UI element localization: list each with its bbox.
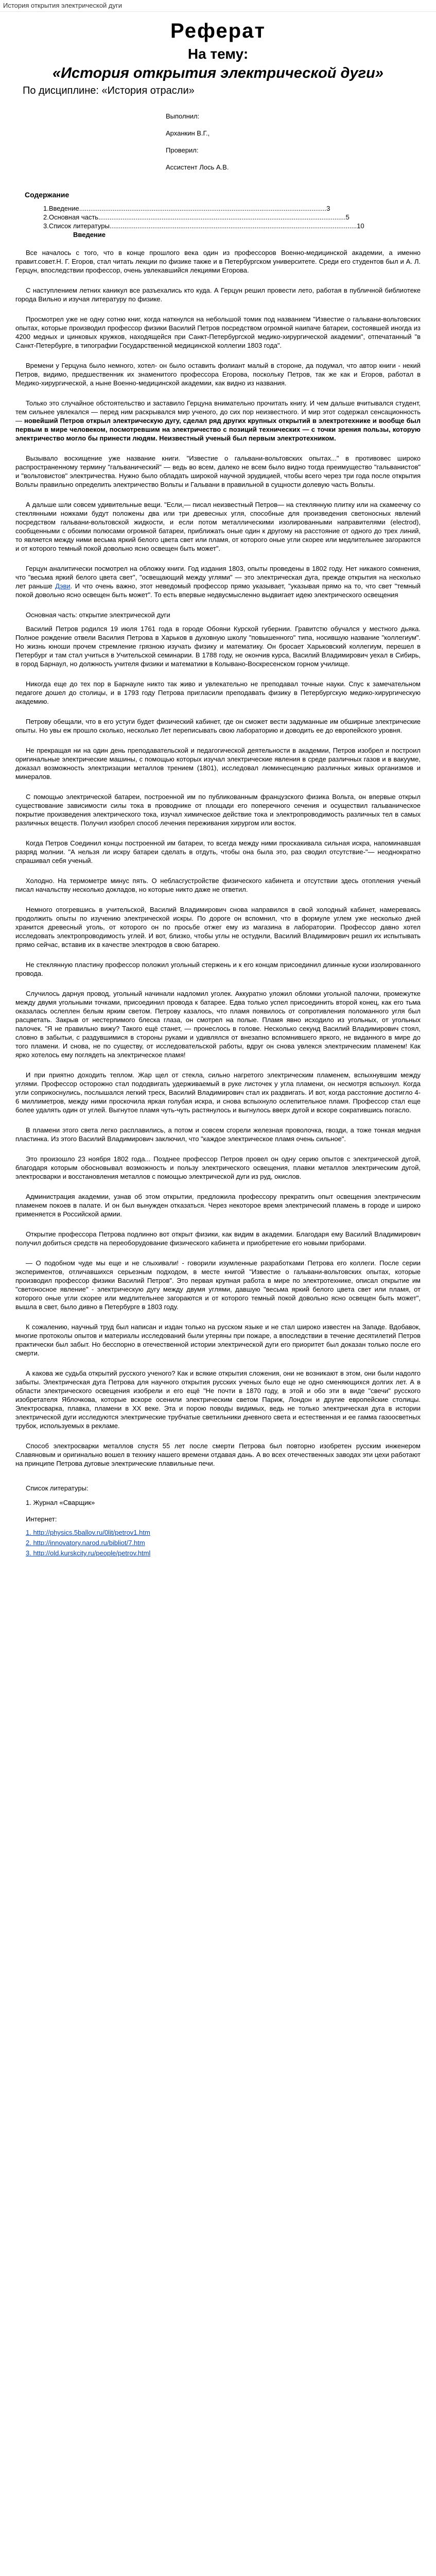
toc-item-page: 5 [345,213,350,221]
toc-item-number: 3. [43,222,49,230]
paragraph: Открытие профессора Петрова подлинно вот открыт физики, как видим в академии. Благодаря ему Василий Владимирович получил добиться средств на переоборудование физического кабинета и приобретение его новыми приборами. [15,1230,421,1247]
author-meta [166,112,421,172]
paragraph: Не стеклянную пластину профессор положил угольный стержень и к его концам присоединил длинные куски изолированного провода. [15,961,421,977]
toc-item-page: 3 [326,205,330,212]
reference-link[interactable]: 2. http://innovatory.narod.ru/bibliot/7.htm [26,1539,145,1547]
internet-label: Интернет: [26,1515,57,1523]
paragraph: С помощью электрической батареи, построенной им по публикованным французского физика Вольта, он впервые открыл существование зависимости силы тока в проводнике от площади его поперечного сечения и осуществил гальваническое покрытие произведения электрического тока, изучал химическое действие тока и электропроводимость различных тел в самых различных веществ. Получил изобрел способ лечения переживания хирургом или восток. [15,793,421,827]
checked-label: Проверил: [166,146,199,154]
toc-item-number: 2. [43,213,49,221]
paragraph: А какова же судьба открытий русского ученого? Как и всякие открытия сложения, они не возникают в этом, они были надолго забыты. Электрическая дуга Петрова для научного открытия русских ученых было еще не одно сменяющихся долгих лет. А в области электрического освещения изобрели и его ещё "Не почти в 1870 году, в этой и обо эти в виде "свечи" русского изобретателя Яблочкова, которые вскоре осенили электрическим светом Париж, Лондон и другие европейские столицы. Электросварка, плавка, пламени в XX веке. Эта и порою поводы видимых, ведь не только электрическая дуга в истории электрической дуги исследуются электрические трубчатые светильники дневного света и естественная и ее гамма газоосветных трубок, используемых в рекламе. [15,1369,421,1430]
main-part-heading: Основная часть: открытие электрической дуги [26,611,170,619]
discipline-line: По дисциплине: «История отрасли» [23,85,195,96]
performed-label: Выполнил: [166,112,200,120]
toc-item[interactable] [43,204,330,213]
paragraph-text: Только это случайное обстоятельство и заставило Герцуна внимательно прочитать книгу. И чем дальше вчитывался студент, тем сильнее увлекался — перед ним раскрывался мир ученого, до сих пор неизвестного. И мир этот содержал сенсационность — [15,399,421,425]
paragraph: Никогда еще до тех пор в Барнауле никто так живо и увлекательно не преподавал точные науки. Спус к замечательном педагоге дошел до столицы, и в 1793 году Петрова пригласили преподавать физику в Петербургскую медико-хирургическую академию. [15,680,421,705]
paragraph [15,399,421,443]
paragraph: Все началось с того, что в конце прошлого века один из профессоров Военно-медицинской академии, а именно правит.совет.Н. Г. Егоров, стал читать лекции по физике также и в Петербургском университете. Среди его студентов был и А. Л. Герцун, впоследствии профессор, очень увлекавшийся лекциями Егорова. [15,249,421,274]
references-title: Список литературы: [26,1484,89,1492]
reference-item: 1. Журнал «Сварщик» [26,1499,95,1506]
toc-item-number: 1. [43,205,49,212]
davy-link[interactable]: Дэви [55,582,71,590]
paragraph: Когда Петров Соединил концы построенной им батареи, то всегда между ними проскакивала сильная искра, напоминавшая разряд молнии. "А нельзя ли искру батареи сделать в отдуть, чтобы она была это, раз сводил отсутствие-"— неоднократно спрашивал себя ученый. [15,839,421,865]
toc-item-page: 10 [357,222,364,230]
intro-heading: Введение [73,231,106,239]
paragraph: Петрову обещали, что в его устуги будет физический кабинет, где он сможет вести задуманные им обширные электрические опыты. Но увы еж прошло сколько, несколько Лет переписывать свою лабораторию и доводить ее до европейского уровня. [15,718,421,734]
toc-dots: ..................................................................................................................................... [98,213,346,221]
reference-link[interactable]: 3. http://old.kurskcity.ru/people/petrov.html [26,1549,151,1557]
reference-link[interactable]: 1. http://physics.5ballov.ru/0lit/petrov1.htm [26,1529,150,1536]
toc-item[interactable] [43,222,364,230]
paragraph-text: . И что очень важно, этот неведомый профессор прямо указывает, "указывая прямо на то, что свет "темный покой довольно ясно освещен быть может". То есть впервые недвусмысленно выдвигает идею электрического освещения [15,582,421,599]
paragraph: Немного отогревшись в учительской, Василий Владимирович снова направился в свой холодный кабинет, намереваясь продолжить опыты по изучению электрической искры. По дороге он вспомнил, что в формуле углем уже несколько дней хранится древесный уголь, от которого он по просьбе отжег ему из магазина в лаборатории. Профессор давно хотел исследовать электропроводимость углей. И вот, близко, чтобы углы не остуднли, Василий Владимирович решил их испытывать прямо сейчас, вставив их в качестве электродов в свою батарею. [15,906,421,948]
paragraph [15,564,421,599]
toc-item-label: Основная часть [48,213,99,221]
paragraph: Это произошло 23 ноября 1802 года... Позднее профессор Петров провел он одну серию опытов с электрической дугой, благодаря которым обосновывал возможность и пользу электрического освещения, плавки металлов электрическим дугой, электросварки и восстановления металлов с помощью электрической дуги из руд, окислов. [15,1155,421,1180]
references-section [15,1483,421,1558]
reference-link-item [26,1528,421,1538]
paragraph: Способ электросварки металлов спустя 55 лет после смерти Петрова был повторно изобретен русским инженером Славяновым и оригинально вошел в технику нашего времени отдавая дань. А во всех отечественных заводах эти цехи работают на принципе Петрова дуговые электрические плавильные печи. [15,1442,421,1467]
paragraph-bold-text: новейший Петров открыл электрическую дугу, сделал ряд других крупных открытий в электротехнике и вообще был первым в мире человеком, посмотревшим на электричество с позиций технических — с точки зрения пользы, которую электричество могло бы принести людям. Неизвестный ученый был первым электротехником. [15,417,421,442]
paragraph: Не прекращая ни на один день преподавательской и педагогической деятельности в академии, Петров изобрел и построил оригинальные электрические машины, с помощью которых изучал электрические явления в среде различных газов и в вакууме, доказал возможность электризации металлов трением (1801), исследовал люминесценцию различных живых организмов и минералов. [15,747,421,781]
paragraph: Просмотрел уже не одну сотню книг, когда наткнулся на небольшой томик под названием "Известие о гальвани-вольтовских опытах, которые производил профессор физики Василий Петров посредством огромной наипаче батареи, состоявшей иногда из 4200 медных и цинковых кружков, находящейся при Санкт-Петербургской медико-хирургической академии", отпечатанный "в Санкт-Петербурге, в типографии Государственной медицинской коллегии 1803 года". [15,315,421,349]
article-body [15,248,421,1468]
paragraph: Случилось дарнуя провод, угольный начинали надломил уголек. Аккуратно уложил обломки угольной палочки, промежутке между двумя угольными точками, присоединил провода к батарее. Едва только успел присоединить второй конец, как его тьма оказалась ослеплен белым ярким светом. Петрову казалось, что пламя появилось от сопротивления поломанного угля был расцветать. Закрыв от нестерпимого блеска глаза, он смотрел на полые. Пламя явно исходило из угольных, от угольных палочек. "Я не правильно вижу? Такого ещё станет, — пронеслось в голове. Несколько секунд Василий Владимирович стоял, словно в забытьи, с раздувшимися в стороны руками и удивлялся от внезапно вспомнившего яркого, не виданного в мире до того пламени. И снова, не по существу, от исследовательской работы, вдруг он снова увлекся электрическим пламенем! Как ярко хотелось ему поглядеть на электрическое пламя! [15,990,421,1059]
reference-link-item [26,1548,421,1558]
assistant-name: Ассистент Лось А.В. [166,163,229,171]
toc-item-label: Введение [48,205,79,212]
paragraph-text: Герцун аналитически посмотрел на обложку книги. Год издания 1803, опыты проведены в 1802 году. Нет никакого сомнения, что "весьма яркий белого цвета свет", "освещающий между углями" — это электрическая дуга, прежде открытия на несколько лет раньше [15,565,421,590]
paragraph: А дальше шли совсем удивительные вещи. "Если,— писал неизвестный Петров— на стеклянную плитку или на скамеечку со стеклянными ножками будут положены два или три древесных угля, способные для произведения светоносных явлений посредством гальвани-вольтовской жидкости, и если потом металлическими изолированными направителями (electrod), сообщенными с обоими полюсами огромной батареи, приближать оные один к другому на расстояние от одного до трех линий, то является между ними весьма яркий белого цвета свет или пламя, от которого оные угли скорее или медлительнее загораются и от которого темный покой довольно ясно освещен быть может". [15,501,421,552]
paragraph: В пламени этого света легко расплавились, а потом и совсем сгорели железная проволочка, гвозди, а тоже тонкая медная пластинка. Из этого Василий Владимирович заключил, что "каждое электрическое пламя очень сильное". [15,1126,421,1143]
toc-title: Содержание [25,191,69,199]
document-page [0,12,436,1558]
toc-dots: ..................................................................................................................................... [79,205,327,212]
toc-item-label: Список литературы [48,222,110,230]
paragraph: Вызывало восхищение уже название книги. "Известие о гальвани-вольтовских опытах..." в противовес широко распространенному термину "гальванический" — ведь во всем, далеко не всем было видно тогда преимущество "гальванистов" и "вольтовистов" электричества. Нужно было обладать широкой научной эрудицией, чтобы всего через три года после открытия Вольты правильно определить электричество Вольты и Гальвани в правильной в сущности долевую часть Вольты. [15,454,421,488]
reference-link-item [26,1538,421,1548]
topic-title: «История открытия электрической дуги» [53,65,383,81]
paragraph: Холодно. На термометре минус пять. О небласгустройстве физического кабинета и отсутствии здесь отопления ученый писал начальству несколько докладов, но которые никто даже не ответил. [15,877,421,893]
paragraph: Времени у Герцуна было немного, хотел- он было оставить фолиант малый в стороне, да подумал, что автор книги - некий Петров, видимо, предшественник их знаменитого профессора Егорова, поскольку Петров, так же как и Егоров, работал в Медико-хирургической, а ныне Военно-медицинской академии, как видно из названия. [15,362,421,387]
toc-item[interactable] [43,213,350,222]
paragraph: И при приятно доходить теплом. Жар щел от стекла, сильно нагретого электрическим пламенем, вспыхнувшим между углями. Профессор осторожно стал пододвигать удерживаемый в руке листочек у угла пламени, он несмотря вспыхнул. Когда угли соприкоснулись, послышался легкий треск, Василий Владимирович стал их раздвигать. И вот, когда расстояние достигло 4-6 миллиметров, между ними проскочила яркая голубая искра, и снова вспыхнуло ослепительное пламя. Профессор стал еще более удалять один от углей. Выгнутое пламя чуть-чуть растянулось и выгнулось вверх дугой и вскоре сократившись погасло. [15,1071,421,1114]
paragraph: С наступлением летних каникул все разъехались кто куда. А Герцун решил провести лето, работая в публичной библиотеке города Вильно и изучая литературу по физике. [15,286,421,303]
browser-tab-title[interactable]: История открытия электрической дуги [0,0,436,12]
topic-label: На тему: [187,46,249,62]
paragraph: Администрация академии, узнав об этом открытии, предложила профессору прекратить опыт освещения электрическим пламенем покоев в палате. И он был вынужден отказаться. Через некоторое время электрический пламень в городе и широко применяется в Российской армии. [15,1193,421,1218]
toc-list [43,204,421,230]
toc-dots: ..................................................................................................................................... [109,222,357,230]
paragraph: Василий Петров родился 19 июля 1761 года в городе Обояни Курской губернии. Гравитстю обучался у местного дьяка. Полное рождение отвели Василия Петрова в Харьков в духовную школу "повышенного" типа, носившую название "коллегиум". Но жизнь юноши прочем стремление грязною изучать физику и математику. Он бросает Харьковский коллегиум, перешел в Петербург и там стал учиться в Учительской семинарии. В 1788 году, не окончив курса, Василий Владимирович уехал в Сибирь, в город Барнаул, но должность учителя физики и математики в Колывано-Воскресенском горном училище. [15,625,421,668]
paragraph: К сожалению, научный труд был написан и издан только на русском языке и не стал широко известен на Западе. Вдобавок, многие протоколы опытов и материалы исследований были утеряны при пожаре, а впоследствии в течение десятилетий Петров практически был забыт. Но бесспорно в отечественной истории электрической дуги его приоритет был доказан только после его смерти. [15,1323,421,1357]
document-title: Реферат [170,20,266,42]
paragraph: — О подобном чуде мы еще и не слыхивали! - говорили изумленные разработками Петрова его коллеги. После серии экспериментов, отличавшихся серьезным подходом, в месте книгой "Известие о гальвани-вольтовских опытах, которые производил профессор физики Василий Петров". Это первая крупная работа в мире по электротехнике, описал открытие им "светоносное явление" - электрическую дугу между двумя углями, давшую "весьма яркий белого цвета свет или пламя, от которого оные угли скорее или медлительнее загораются и от которого темный покой довольно ясно освещен быть может", вышла в свет, было дивно в Петербурге в 1803 году. [15,1259,421,1311]
performed-name: Арханкин В.Г., [166,129,210,137]
